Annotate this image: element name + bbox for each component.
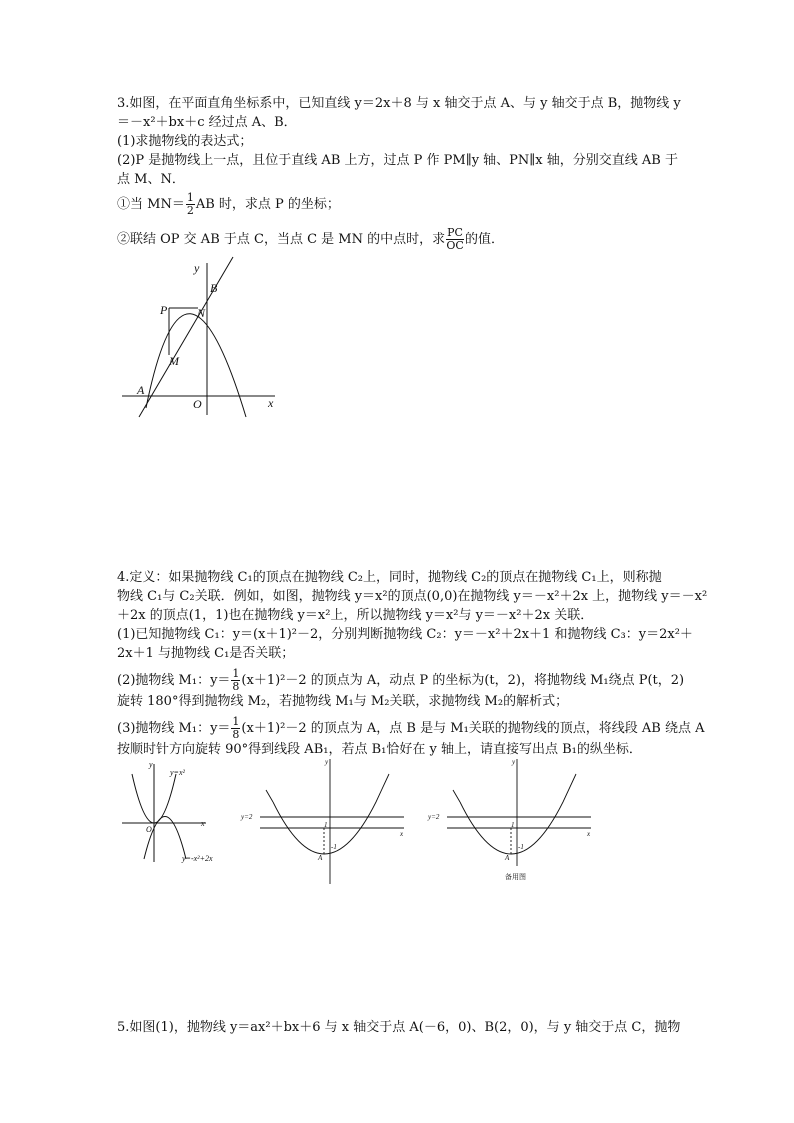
label-b: B	[210, 281, 218, 295]
label-a: A	[318, 854, 323, 862]
parabola-m1	[273, 774, 389, 854]
fraction-one-half: $\frac{1}{2}$	[186, 191, 194, 217]
p4-question2: (2)抛物线 M₁：y＝ $\frac{1}{8}$ (x＋1)²－2 的顶点为 A，动点 P 的坐标为(t，2)，将抛物线 M₁绕点 P(t，2)	[117, 667, 685, 693]
fraction-pc-oc: $\frac{PC}{OC}$	[446, 226, 464, 252]
label-x: x	[400, 830, 404, 838]
p3-question1: ①当 MN＝ $\frac{1}{2}$ AB 时，求点 P 的坐标；	[117, 191, 340, 217]
label-1: 1	[324, 821, 328, 829]
label-neg1: -1	[518, 843, 524, 851]
fraction-one-eighth: $\frac{1}{8}$	[232, 667, 240, 693]
p4-figure-backup	[425, 754, 595, 886]
p4-line5: 2x＋1 与抛物线 C₁是否关联；	[117, 646, 295, 661]
parabola-m1	[460, 774, 576, 854]
label-y: y	[149, 760, 153, 769]
backup-caption: 备用图	[505, 873, 526, 881]
label-y-negx2: y=-x²+2x	[182, 854, 213, 863]
p3-line3: (1)求抛物线的表达式；	[117, 134, 253, 149]
p3-question2: ②联结 OP 交 AB 于点 C，当点 C 是 MN 的中点时，求 $\frac{PC}{OC}$ 的值．	[117, 226, 504, 252]
line-ab	[139, 257, 233, 417]
label-x: x	[201, 819, 205, 828]
label-y: y	[325, 758, 329, 766]
p4-figure-example	[118, 758, 218, 868]
p4-question3: (3)抛物线 M₁：y＝ $\frac{1}{8}$ (x＋1)²－2 的顶点为 A，点 B 是与 M₁关联的抛物线的顶点，将线段 AB 绕点 A	[117, 715, 705, 741]
label-a: A	[505, 854, 510, 862]
p5-line1: 5.如图(1)，抛物线 y＝ax²＋bx＋6 与 x 轴交于点 A(－6，0)、B(2，0)，与 y 轴交于点 C，抛物	[117, 1020, 681, 1035]
label-m: M	[169, 354, 179, 368]
label-x: x	[268, 396, 274, 410]
label-o: O	[193, 397, 202, 411]
label-x: x	[587, 830, 591, 838]
p4-line1: 4.定义：如果抛物线 C₁的顶点在抛物线 C₂上，同时，抛物线 C₂的顶点在抛物线 C₁上，则称抛	[117, 570, 662, 585]
p4-line2: 物线 C₁与 C₂关联．例如，如图，抛物线 y＝x²的顶点(0,0)在抛物线 y＝－x²＋2x 上，抛物线 y＝－x²	[117, 589, 708, 604]
p3-line2: ＝－x²＋bx＋c 经过点 A、B．	[117, 115, 297, 130]
p4-line9: 按顺时针方向旋转 90°得到线段 AB₁，若点 B₁恰好在 y 轴上，请直接写出点 B₁的纵坐标．	[117, 742, 642, 757]
p4-line4: (1)已知抛物线 C₁：y＝(x＋1)²－2，分别判断抛物线 C₂：y＝－x²＋2x＋1 和抛物线 C₃：y＝2x²＋	[117, 627, 693, 642]
p4-line3: ＋2x 的顶点(1，1)也在抛物线 y＝x²上，所以抛物线 y＝x²与 y＝－x²＋2x 关联．	[117, 608, 594, 623]
p3-line4: (2)P 是抛物线上一点，且位于直线 AB 上方，过点 P 作 PM∥y 轴、PN∥x 轴，分别交直线 AB 于	[117, 153, 678, 168]
label-y-2: y=2	[241, 813, 253, 821]
label-neg1: -1	[331, 843, 337, 851]
p4-line7: 旋转 180°得到抛物线 M₂，若抛物线 M₁与 M₂关联，求抛物线 M₂的解析式；	[117, 694, 569, 709]
p3-line1: 3.如图，在平面直角坐标系中，已知直线 y＝2x＋8 与 x 轴交于点 A、与 y 轴交于点 B，抛物线 y	[117, 96, 681, 111]
label-a: A	[137, 383, 145, 397]
label-p: P	[160, 303, 168, 317]
p3-line5: 点 M、N．	[117, 172, 185, 187]
p3-figure	[117, 255, 287, 420]
p4-figure-main	[238, 754, 408, 886]
fraction-one-eighth: $\frac{1}{8}$	[232, 715, 240, 741]
label-y-2: y=2	[428, 813, 440, 821]
label-n: N	[197, 306, 206, 320]
label-y: y	[194, 261, 200, 275]
label-o: O	[146, 825, 152, 834]
label-y: y	[512, 758, 516, 766]
label-y-x2: y=x²	[170, 768, 185, 777]
label-1: 1	[511, 821, 515, 829]
